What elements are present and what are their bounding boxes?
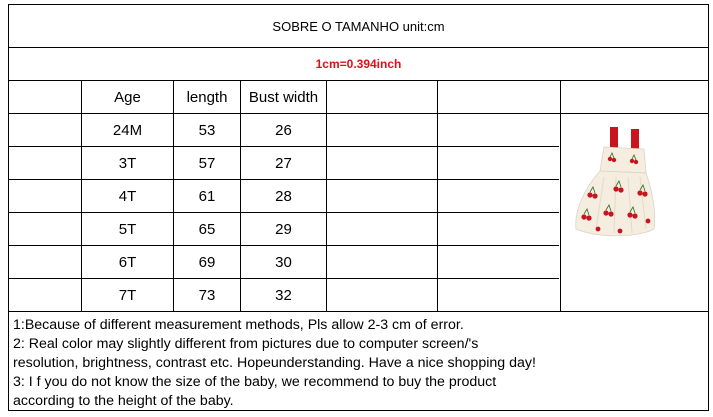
- note-line: 1:Because of different measurement methods, Pls allow 2-3 cm of error.: [13, 317, 464, 333]
- cell-bust-width: 27: [275, 154, 292, 172]
- cell-length: 61: [198, 187, 216, 205]
- dress-bodice: [600, 147, 646, 173]
- cell-length: 53: [198, 121, 216, 139]
- cell-bust-width: 26: [275, 121, 292, 139]
- unit-conversion: 1cm=0.394inch: [315, 57, 402, 71]
- cell-age: 7T: [118, 286, 137, 304]
- cell-age: 3T: [118, 154, 137, 172]
- cell-age: 4T: [118, 187, 137, 205]
- cell-bust-width: 32: [275, 286, 292, 304]
- note-line: 2: Real color may slightly different from pictures due to computer screen/'s: [13, 336, 479, 352]
- cell-length: 65: [198, 220, 216, 238]
- note-line: resolution, brightness, contrast etc. Hopeunderstanding. Have a nice shopping day!: [13, 355, 536, 371]
- notes: [13, 316, 703, 411]
- divider: [9, 311, 708, 312]
- cell-age: 6T: [118, 253, 137, 271]
- divider: [560, 80, 561, 311]
- header-age: Age: [114, 88, 141, 106]
- cell-length: 73: [198, 286, 216, 304]
- dress-strap: [610, 127, 618, 149]
- cell-age: 5T: [118, 220, 137, 238]
- chart-title: SOBRE O TAMANHO unit:cm: [272, 18, 445, 34]
- note-line: according to the height of the baby.: [13, 393, 234, 409]
- note-line: 3: I f you do not know the size of the baby, we recommend to buy the product: [13, 374, 497, 390]
- header-bust-width: Bust width: [248, 88, 319, 106]
- cell-bust-width: 29: [275, 220, 292, 238]
- divider: [437, 80, 438, 311]
- cell-bust-width: 30: [275, 253, 292, 271]
- divider: [326, 80, 327, 311]
- cell-length: 69: [198, 253, 216, 271]
- cell-length: 57: [198, 154, 216, 172]
- cell-bust-width: 28: [275, 187, 292, 205]
- dress-strap: [631, 129, 639, 151]
- header-length: length: [186, 88, 228, 106]
- cell-age: 24M: [112, 121, 143, 139]
- cherry-dress-image: [570, 125, 655, 243]
